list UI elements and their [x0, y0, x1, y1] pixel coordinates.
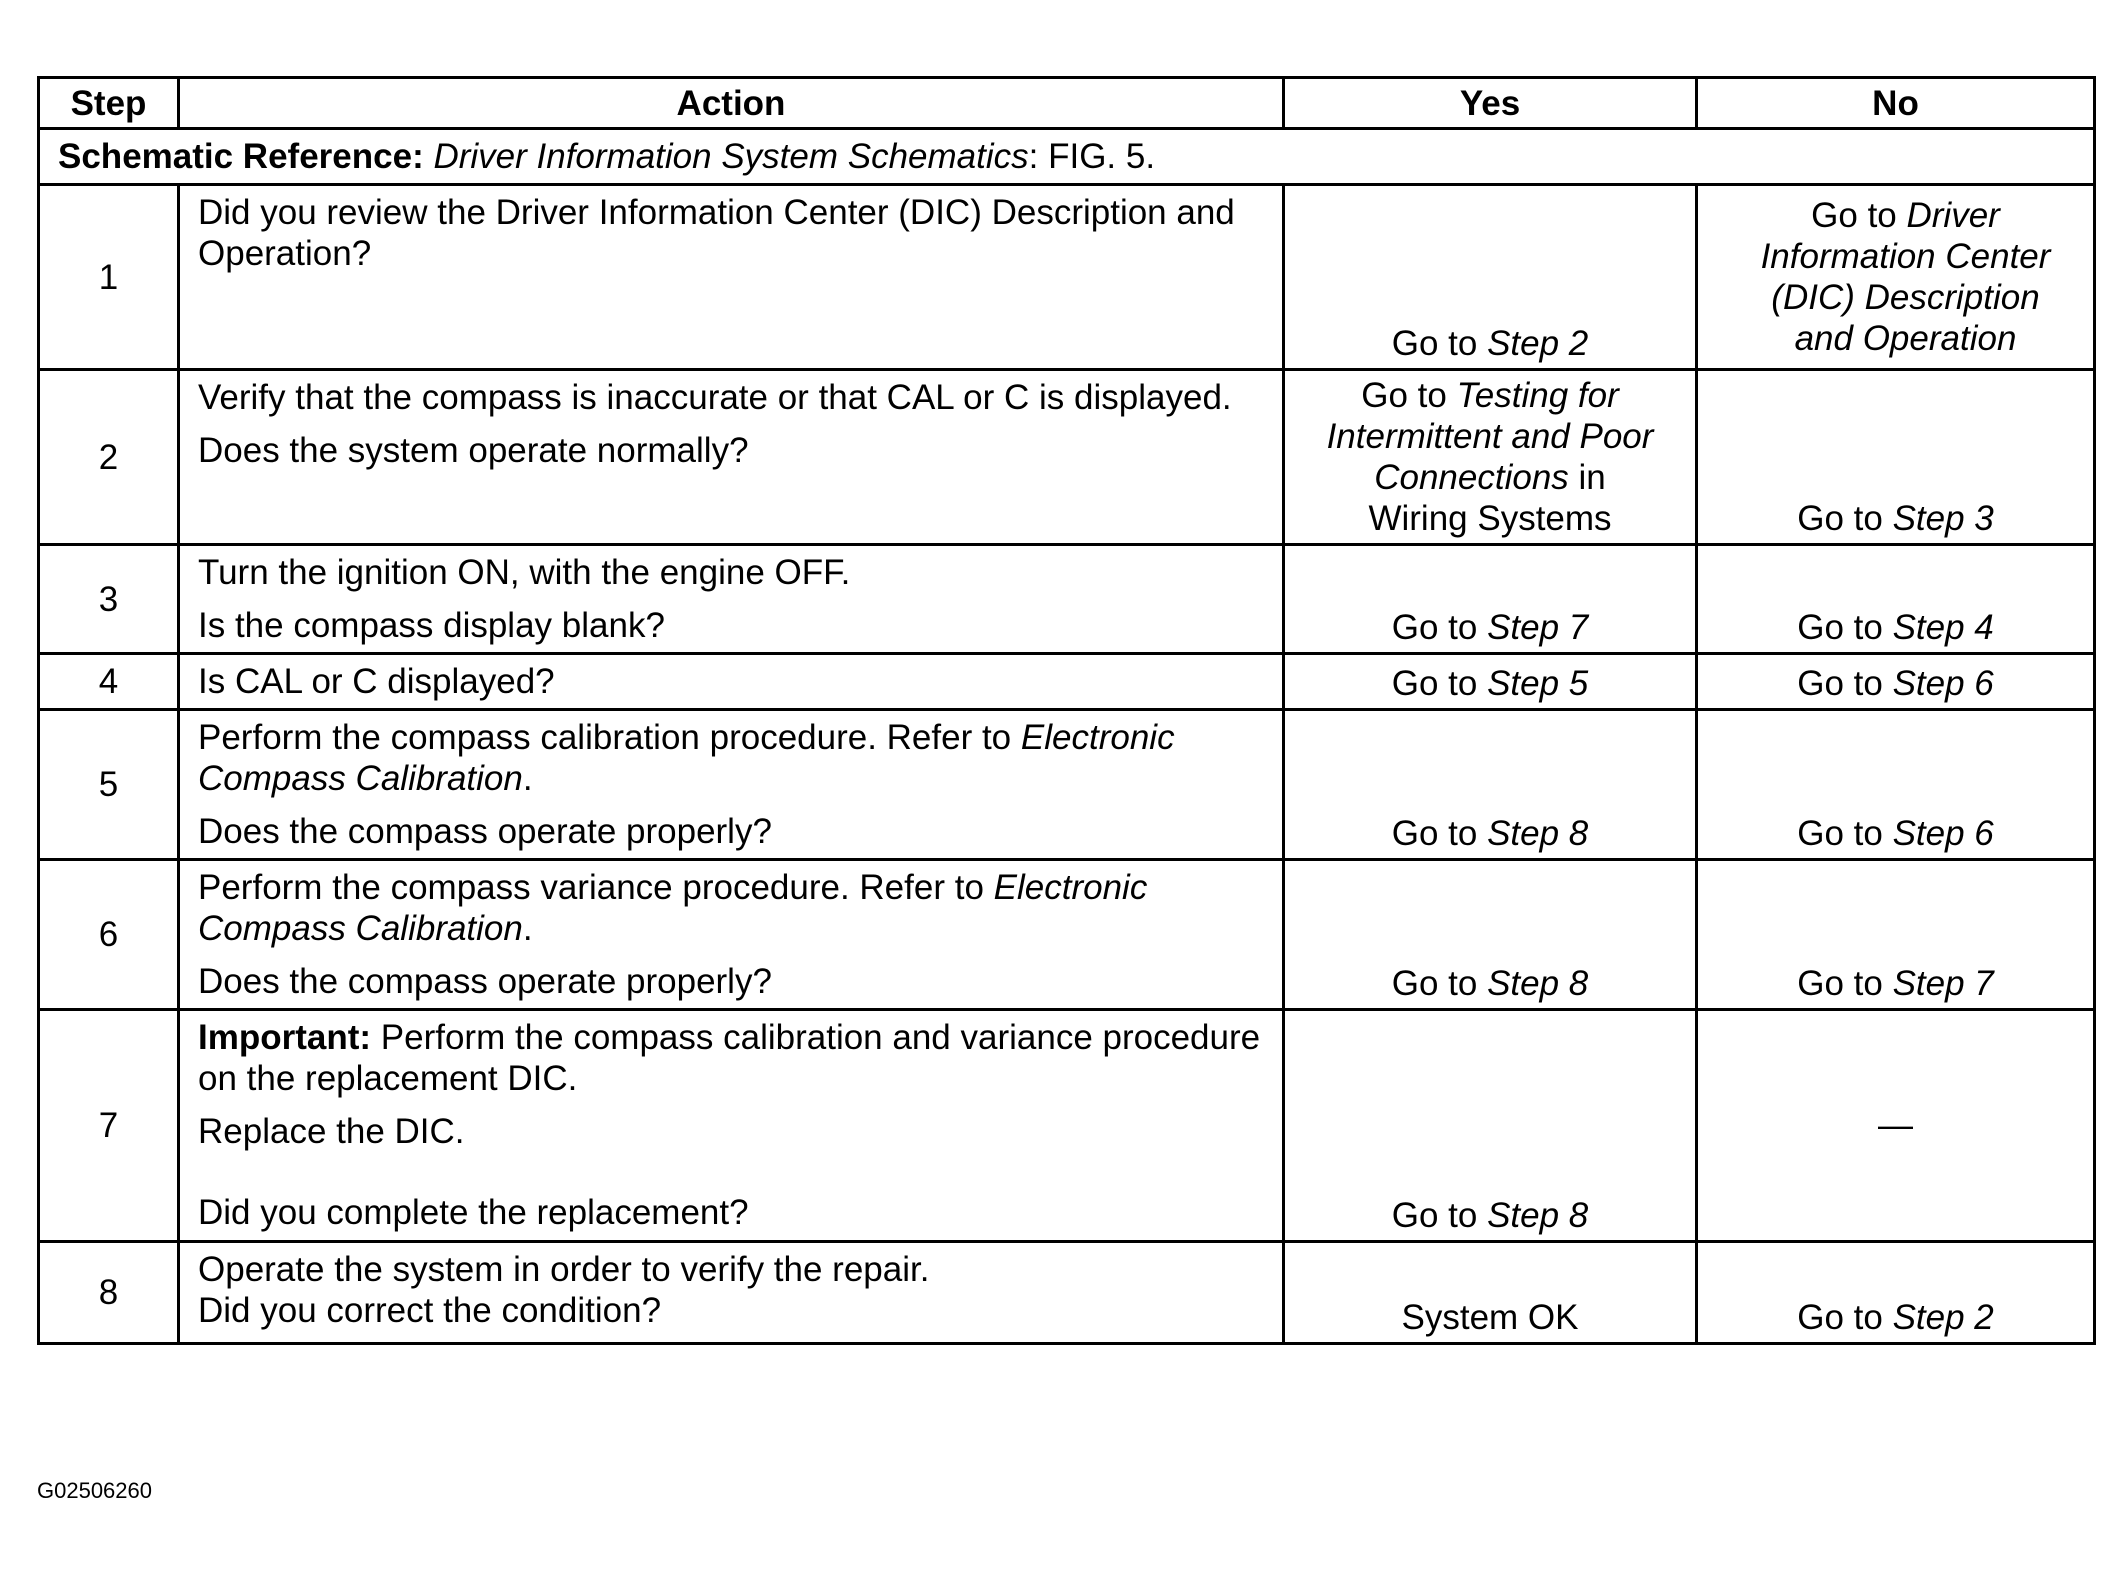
- yes-prefix: Go to: [1391, 1196, 1488, 1235]
- table-row: [39, 185, 2095, 370]
- yes-link[interactable]: Step 7: [1487, 608, 1589, 647]
- header-action: Action: [179, 78, 1284, 129]
- no-link[interactable]: Step 7: [1892, 964, 1994, 1003]
- no-prefix: Go to: [1797, 814, 1893, 853]
- no-cell: [1697, 654, 2095, 710]
- no-cell: [1697, 710, 2095, 860]
- step-number: 5: [39, 710, 179, 860]
- yes-link[interactable]: Step 8: [1487, 1196, 1589, 1235]
- schematic-ref-tail: : FIG. 5.: [1028, 137, 1156, 176]
- yes-prefix: Go to: [1361, 376, 1457, 415]
- figure-id: G02506260: [37, 1478, 152, 1503]
- yes-prefix: Go to: [1391, 814, 1488, 853]
- table-row: [39, 860, 2095, 1010]
- important-text: Perform the compass calibration and variance procedure on the replacement DIC.: [198, 1018, 1261, 1098]
- yes-link[interactable]: Testing for Intermittent and Poor Connections: [1326, 376, 1654, 497]
- yes-cell: [1284, 1242, 1697, 1344]
- yes-cell: [1284, 710, 1697, 860]
- action-text-end: .: [522, 909, 533, 948]
- no-cell: [1697, 185, 2095, 370]
- no-link[interactable]: Driver Information Center (DIC) Description and Operation: [1760, 196, 2051, 358]
- action-cell: [179, 545, 1284, 654]
- no-link[interactable]: Step 6: [1892, 814, 1994, 853]
- no-link[interactable]: Step 2: [1892, 1298, 1994, 1337]
- action-text: [198, 1017, 1264, 1099]
- no-cell: [1697, 545, 2095, 654]
- schematic-ref-link[interactable]: Driver Information System Schematics: [433, 137, 1029, 176]
- action-cell: [179, 185, 1284, 370]
- action-text: Operate the system in order to verify the repair.: [198, 1250, 930, 1289]
- table-row: [39, 1010, 2095, 1242]
- step-number: 3: [39, 545, 179, 654]
- step-number: 7: [39, 1010, 179, 1242]
- step-number: 6: [39, 860, 179, 1010]
- yes-cell: [1284, 545, 1697, 654]
- step-number: 1: [39, 185, 179, 370]
- action-text-part: Perform the compass calibration procedure. Refer to: [198, 718, 1021, 757]
- yes-cell: [1284, 860, 1697, 1010]
- table-row: [39, 654, 2095, 710]
- action-question: Does the compass operate properly?: [198, 812, 772, 851]
- action-cell: [179, 860, 1284, 1010]
- yes-prefix: Go to: [1391, 324, 1488, 363]
- yes-cell: [1284, 654, 1697, 710]
- action-cell: [179, 1010, 1284, 1242]
- schematic-reference: [39, 129, 2095, 185]
- action-text: Turn the ignition ON, with the engine OFF.: [198, 553, 851, 592]
- no-cell: [1697, 860, 2095, 1010]
- schematic-row: [39, 129, 2095, 185]
- action-question: Did you complete the replacement?: [198, 1193, 749, 1232]
- action-question: Is the compass display blank?: [198, 606, 665, 645]
- action-question: Does the compass operate properly?: [198, 962, 772, 1001]
- action-ref-link[interactable]: Electronic Compass Calibration: [198, 868, 1148, 948]
- no-prefix: Go to: [1797, 664, 1893, 703]
- header-no: No: [1697, 78, 2095, 129]
- yes-text: System OK: [1401, 1298, 1579, 1337]
- yes-cell: [1284, 370, 1697, 545]
- table-row: [39, 370, 2095, 545]
- action-question: Does the system operate normally?: [198, 431, 749, 470]
- no-prefix: Go to: [1797, 608, 1893, 647]
- action-cell: [179, 654, 1284, 710]
- no-link[interactable]: Step 3: [1892, 499, 1994, 538]
- yes-prefix: Go to: [1391, 664, 1488, 703]
- action-text: Did you review the Driver Information Center (DIC) Description and Operation?: [198, 193, 1235, 273]
- step-number: 8: [39, 1242, 179, 1344]
- action-text-end: .: [522, 759, 533, 798]
- header-yes: Yes: [1284, 78, 1697, 129]
- yes-cell: [1284, 185, 1697, 370]
- action-text: [198, 867, 1264, 949]
- action-instruction: Replace the DIC.: [198, 1112, 465, 1151]
- step-number: 2: [39, 370, 179, 545]
- important-label: Important:: [198, 1018, 372, 1057]
- no-link[interactable]: Step 4: [1892, 608, 1994, 647]
- schematic-label: Schematic Reference:: [58, 137, 424, 176]
- yes-link[interactable]: Step 8: [1487, 814, 1589, 853]
- yes-link[interactable]: Step 2: [1487, 324, 1589, 363]
- action-ref-link[interactable]: Electronic Compass Calibration: [198, 718, 1175, 798]
- header-row: [39, 78, 2095, 129]
- action-text: [198, 717, 1264, 799]
- no-prefix: Go to: [1797, 964, 1893, 1003]
- header-step: Step: [39, 78, 179, 129]
- action-text: Verify that the compass is inaccurate or that CAL or C is displayed.: [198, 378, 1232, 417]
- yes-suffix: in Wiring Systems: [1368, 458, 1612, 538]
- table-row: [39, 710, 2095, 860]
- no-link[interactable]: Step 6: [1892, 664, 1994, 703]
- table-row: [39, 1242, 2095, 1344]
- action-cell: [179, 370, 1284, 545]
- yes-prefix: Go to: [1391, 964, 1488, 1003]
- action-cell: [179, 1242, 1284, 1344]
- yes-cell: [1284, 1010, 1697, 1242]
- step-number: 4: [39, 654, 179, 710]
- yes-link[interactable]: Step 8: [1487, 964, 1589, 1003]
- action-question: Did you correct the condition?: [198, 1291, 662, 1330]
- table-row: [39, 545, 2095, 654]
- no-prefix: Go to: [1797, 499, 1893, 538]
- no-prefix: Go to: [1811, 196, 1907, 235]
- no-prefix: Go to: [1797, 1298, 1893, 1337]
- no-cell: [1697, 1010, 2095, 1242]
- yes-prefix: Go to: [1391, 608, 1488, 647]
- action-text-part: Perform the compass variance procedure. Refer to: [198, 868, 994, 907]
- action-cell: [179, 710, 1284, 860]
- no-cell: [1697, 370, 2095, 545]
- diagnostic-table: [37, 76, 2096, 1345]
- no-dash: —: [1878, 1106, 1913, 1145]
- action-question: Is CAL or C displayed?: [198, 662, 555, 701]
- yes-link[interactable]: Step 5: [1487, 664, 1589, 703]
- no-cell: [1697, 1242, 2095, 1344]
